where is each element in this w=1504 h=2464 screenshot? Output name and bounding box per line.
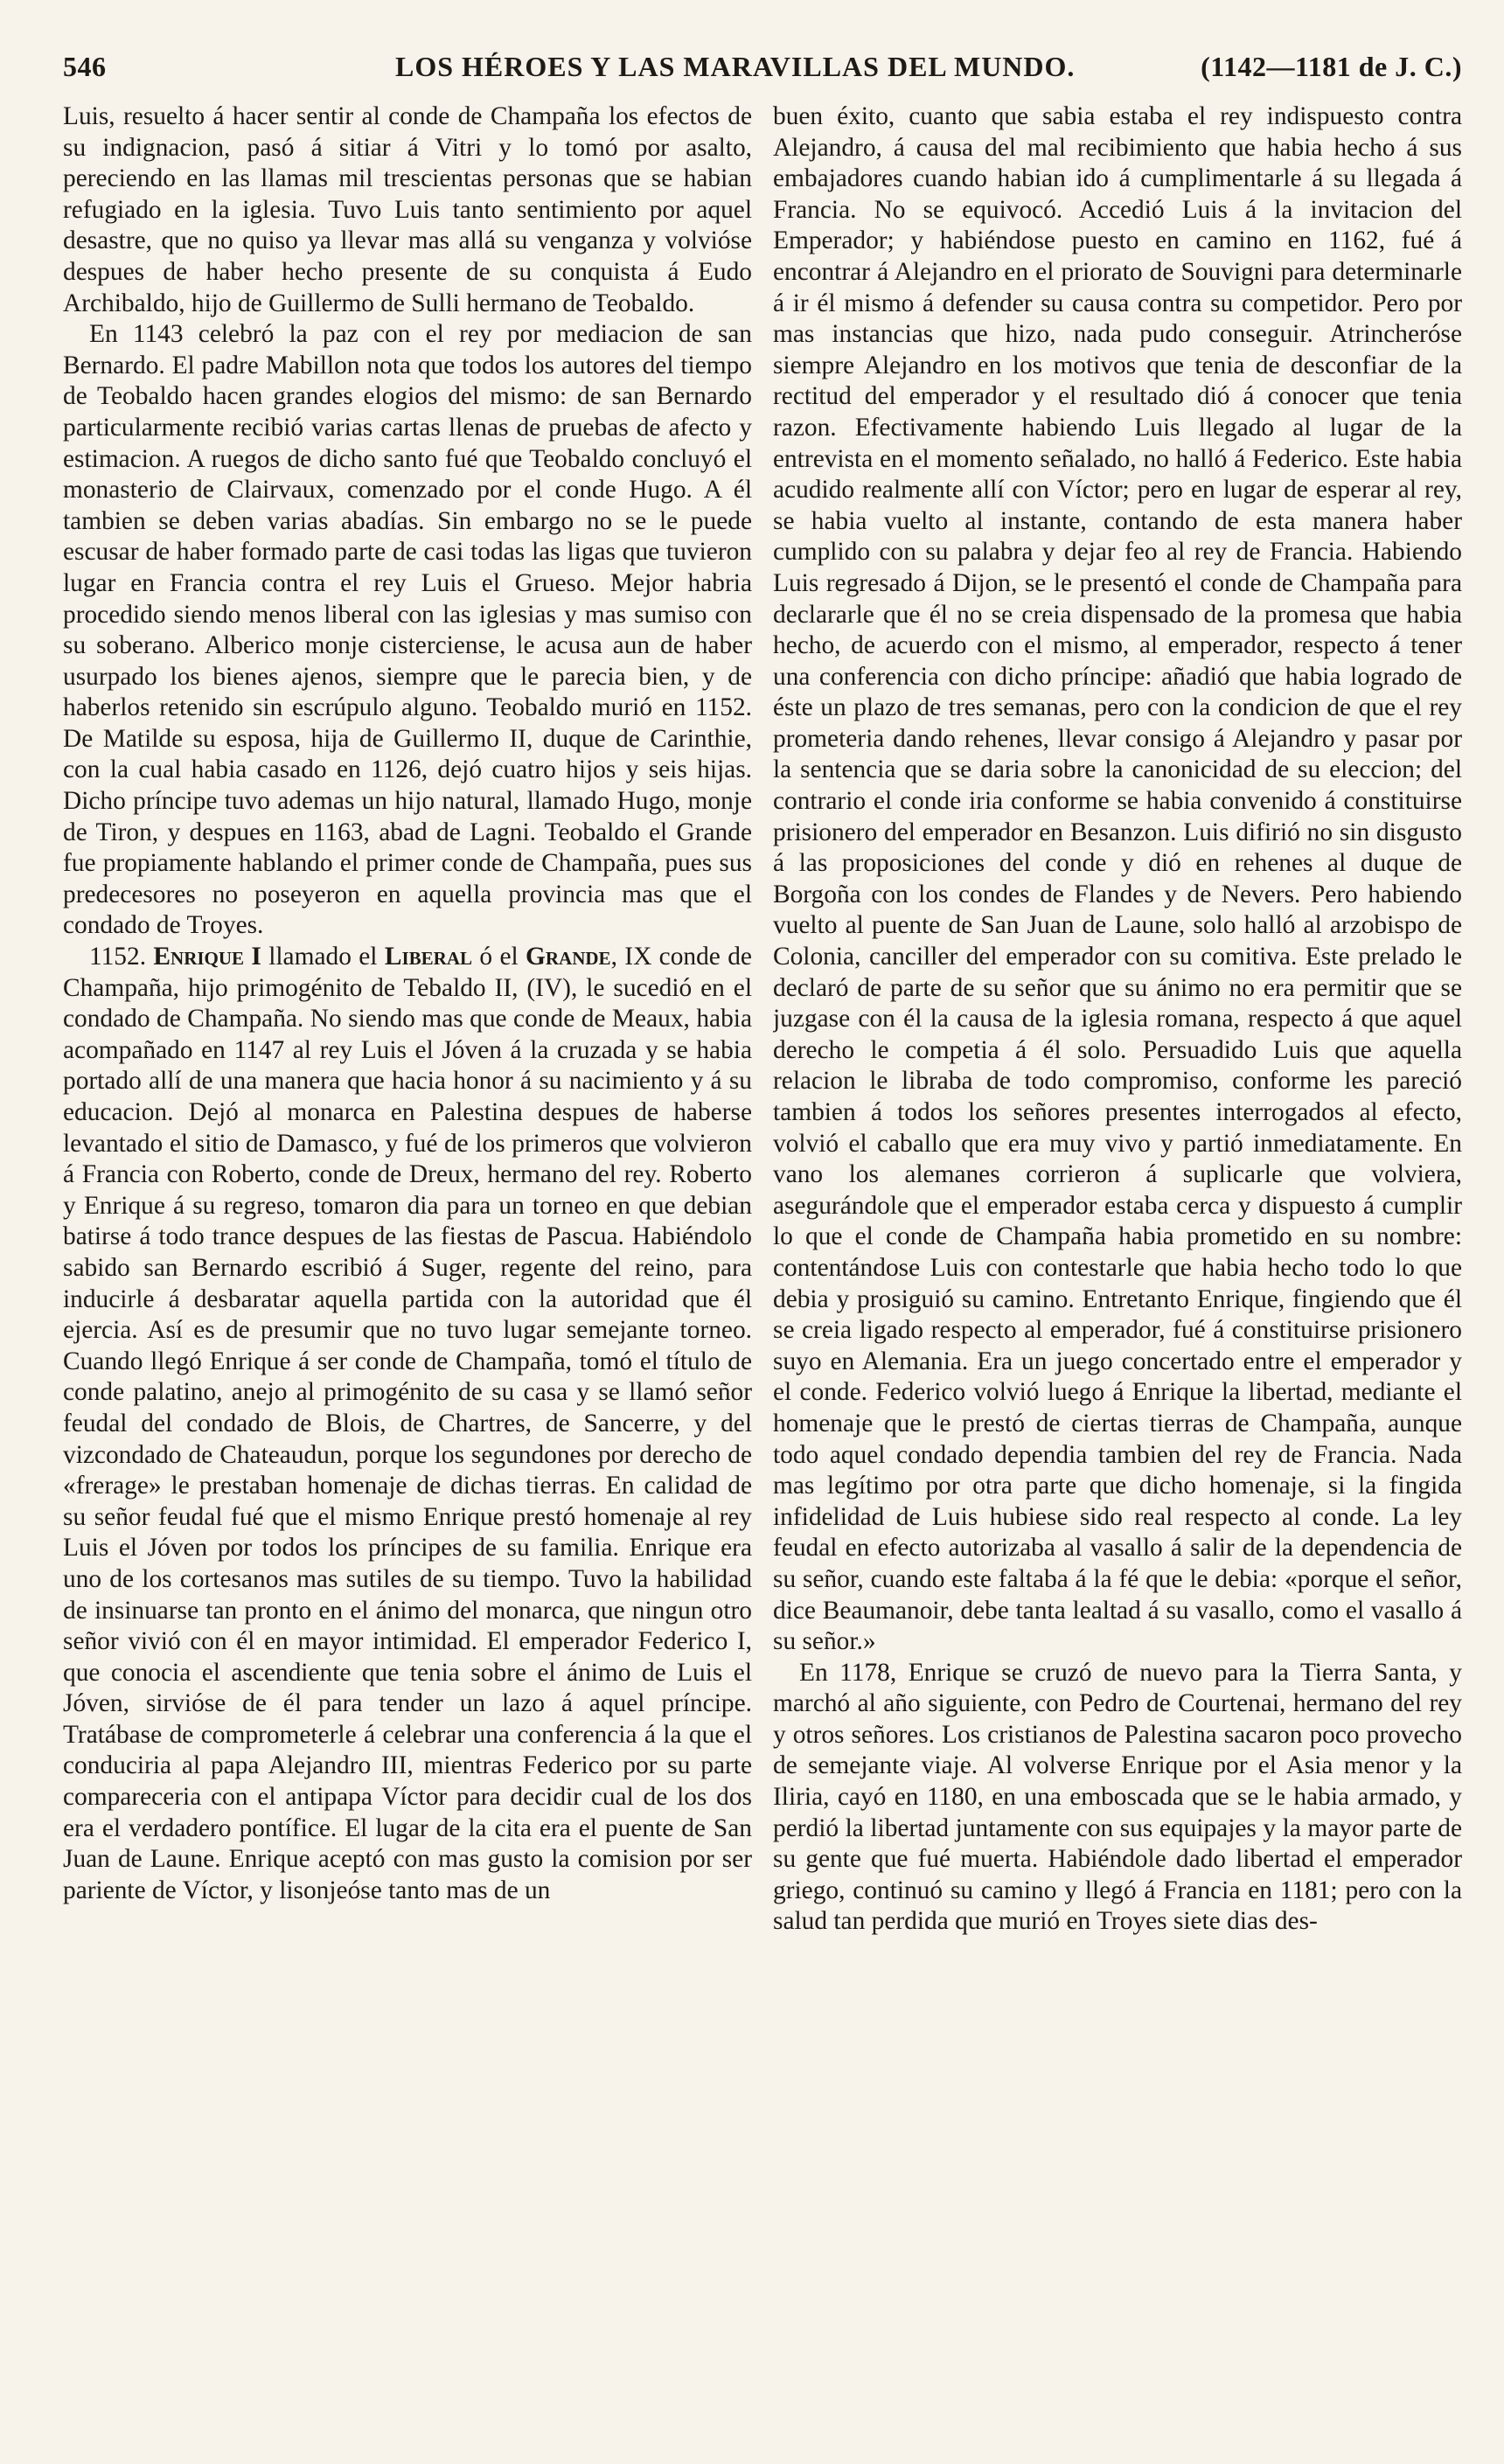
paragraph: En 1143 celebró la paz con el rey por mediacion de san Bernardo. El padre Mabillon nota que todos los autores del tiempo de Teobaldo hacen grandes elogios del mismo: de san Bernardo particularmente recibió varias cartas llenas de pruebas de afecto y estimacion. A ruegos de dicho santo fué que Teobaldo concluyó el monasterio de Clairvaux, comenzado por el conde Hugo. A él tambien se deben varias abadías. Sin embargo no se le puede escusar de haber formado parte de casi todas las ligas que tuvieron lugar en Francia contra el rey Luis el Grueso. Mejor habria procedido siendo menos liberal con las iglesias y mas sumiso con su soberano. Alberico monje cisterciense, le acusa aun de haber usurpado los bienes ajenos, siempre que le parecia bien, y de haberlos retenido sin escrúpulo alguno. Teobaldo murió en 1152. De Matilde su esposa, hija de Guillermo II, duque de Carinthie, con la cual habia casado en 1126, dejó cuatro hijos y seis hijas. Dicho príncipe tuvo ademas un hijo natural, llamado Hugo, monje de Tiron, y despues en 1163, abad de Lagni. Teobaldo el Grande fue propiamente hablando el primer conde de Champaña, pues sus predecesores no poseyeron en aquella provincia mas que el condado de Troyes. bbox=[63, 320, 752, 940]
paragraph: En 1178, Enrique se cruzó de nuevo para la Tierra Santa, y marchó al año siguiente, con Pedro de Courtenai, hermano del rey y otros señores. Los cristianos de Palestina sacaron poco provecho de semejante viaje. Al volverse Enrique por el Asia menor y la Iliria, cayó en 1180, en una emboscada que se le habia armado, y perdió la libertad juntamente con sus equipajes y la mayor parte de su gente que fué muerta. Habiéndole dado libertad el emperador griego, continuó su camino y llegó á Francia en 1181; pero con la salud tan perdida que murió en Troyes siete dias des- bbox=[773, 1658, 1462, 1936]
right-column bbox=[773, 101, 1462, 2427]
entry-epithet: Grande bbox=[526, 943, 611, 971]
page-number: 546 bbox=[63, 51, 107, 82]
entry-year: 1152. bbox=[89, 943, 147, 971]
left-column bbox=[63, 101, 752, 2427]
date-range: (1142—1181 de J. C.) bbox=[1201, 51, 1462, 82]
entry-connector: llamado el bbox=[268, 943, 378, 971]
paragraph-text: , IX conde de Champaña, hijo primogénito de Tebaldo II, (IV), le sucedió en el condado de Champaña. No siendo mas que conde de Meaux, habia acompañado en 1147 al rey Luis el Jóven á la cruzada y se habia portado allí de una manera que hacia honor á su nacimiento y á su educacion. Dejó al monarca en Palestina despues de haberse levantado el sitio de Damasco, y fué de los primeros que volvieron á Francia con Roberto, conde de Dreux, hermano del rey. Roberto y Enrique á su regreso, tomaron dia para un torneo en que debian batirse á todo trance despues de las fiestas de Pascua. Habiéndolo sabido san Bernardo escribió á Suger, regente del reino, para inducirle á desbaratar aquella partida con la autoridad que él ejercia. Así es de presumir que no tuvo lugar semejante torneo. Cuando llegó Enrique á ser conde de Champaña, tomó el título de conde palatino, anejo al primogénito de su casa y se llamó señor feudal del condado de Blois, de Chartres, de Sancerre, y del vizcondado de Chateaudun, porque los segundones por derecho de «frerage» le prestaban homenaje de dichas tierras. En calidad de su señor feudal fué que el mismo Enrique prestó homenaje al rey Luis el Jóven por todos los príncipes de su familia. Enrique era uno de los cortesanos mas sutiles de su tiempo. Tuvo la habilidad de insinuarse tan pronto en el ánimo del monarca, que ningun otro señor vivió con él en mayor intimidad. El emperador Federico I, que conocia el ascendiente que tenia sobre el ánimo de Luis el Jóven, sirvióse de él para tender un lazo á aquel príncipe. Tratábase de comprometerle á celebrar una conferencia á la que el conduciria al papa Alejandro III, mientras Federico por su parte compareceria con el antipapa Víctor para decidir cual de los dos era el verdadero pontífice. El lugar de la cita era el puente de San Juan de Laune. Enrique aceptó con mas gusto la comision por ser pariente de Víctor, y lisonjeóse tanto mas de un bbox=[63, 943, 752, 1904]
paragraph: buen éxito, cuanto que sabia estaba el rey indispuesto contra Alejandro, á causa del mal recibimiento que habia hecho á sus embajadores cuando habian ido á cumplimentarle á su llegada á Francia. No se equivocó. Accedió Luis á la invitacion del Emperador; y habiéndose puesto en camino en 1162, fué á encontrar á Alejandro en el priorato de Souvigni para determinarle á ir él mismo á defender su causa contra su competidor. Pero por mas instancias que hizo, nada pudo conseguir. Atrincheróse siempre Alejandro en los motivos que tenia de desconfiar de la rectitud del emperador y el resultado dió á conocer que tenia razon. Efectivamente habiendo Luis llegado al lugar de la entrevista en el momento señalado, no halló á Federico. Este habia acudido realmente allí con Víctor; pero en lugar de esperar al rey, se habia vuelto al instante, contando de esta manera haber cumplido con su palabra y dejar feo al rey de Francia. Habiendo Luis regresado á Dijon, se le presentó el conde de Champaña para declararle que él no se creia dispensado de la promesa que habia hecho, de acuerdo con el mismo, al emperador, respecto á tener una conferencia con dicho príncipe: añadió que habia logrado de éste un plazo de tres semanas, pero con la condicion de que el rey prometeria dando rehenes, llevar consigo á Alejandro y pasar por la sentencia que se daria sobre la canonicidad de su eleccion; del contrario el conde iria conforme se habia convenido á constituirse prisionero del emperador en Besanzon. Luis difirió no sin disgusto á las proposiciones del conde y dió en rehenes al duque de Borgoña con los condes de Flandes y de Nevers. Pero habiendo vuelto al puente de San Juan de Laune, solo halló al arzobispo de Colonia, canciller del emperador con su comitiva. Este prelado le declaró de parte de su señor que su ánimo no era permitir que se juzgase con él la causa de la iglesia romana, respecto á que aquel derecho le competia á él solo. Persuadido Luis que aquella relacion le libraba de todo compromiso, conforme les pareció tambien á todos los señores presentes interrogados al efecto, volvió el caballo que era muy vivo y partió inmediatamente. En vano los alemanes corrieron á suplicarle que volviera, asegurándole que el emperador estaba cerca y dispuesto á cumplir lo que el conde de Champaña habia prometido en su nombre: contentándose Luis con contestarle que habia hecho todo lo que debia y prosiguió su camino. Entretanto Enrique, fingiendo que él se creia ligado respecto al emperador, fué á constituirse prisionero suyo en Alemania. Era un juego concertado entre el emperador y el conde. Federico volvió luego á Enrique la libertad, mediante el homenaje que le prestó de ciertas tierras de Champaña, aunque todo aquel condado dependia tambien del rey de Francia. Nada mas legítimo por otra parte que dicho homenaje, si la fingida infidelidad de Luis hubiese sido real respecto al conde. La ley feudal en efecto autorizaba al vasallo á salir de la dependencia de su señor, cuando este faltaba á la fé que le debia: «porque el señor, dice Beaumanoir, debe tanta lealtad á su vasallo, como el vasallo á su señor.» bbox=[773, 102, 1462, 1656]
book-page bbox=[63, 51, 1462, 2429]
paragraph: Luis, resuelto á hacer sentir al conde de Champaña los efectos de su indignacion, pasó á sitiar á Vitri y lo tomó por asalto, pereciendo en las llamas mil trescientas personas que se habian refugiado en la iglesia. Tuvo Luis tanto sentimiento por aquel desastre, que no quiso ya llevar mas allá su venganza y volvióse despues de haber hecho presente de su conquista á Eudo Archibaldo, hijo de Guillermo de Sulli hermano de Teobaldo. bbox=[63, 102, 752, 317]
running-title: LOS HÉROES Y LAS MARAVILLAS DEL MUNDO. bbox=[395, 51, 1076, 82]
entry-connector: ó el bbox=[479, 943, 519, 971]
entry-name: Enrique I bbox=[153, 943, 261, 971]
paragraph-enrique bbox=[63, 942, 752, 1906]
entry-epithet: Liberal bbox=[384, 943, 472, 971]
running-header bbox=[63, 51, 1462, 94]
